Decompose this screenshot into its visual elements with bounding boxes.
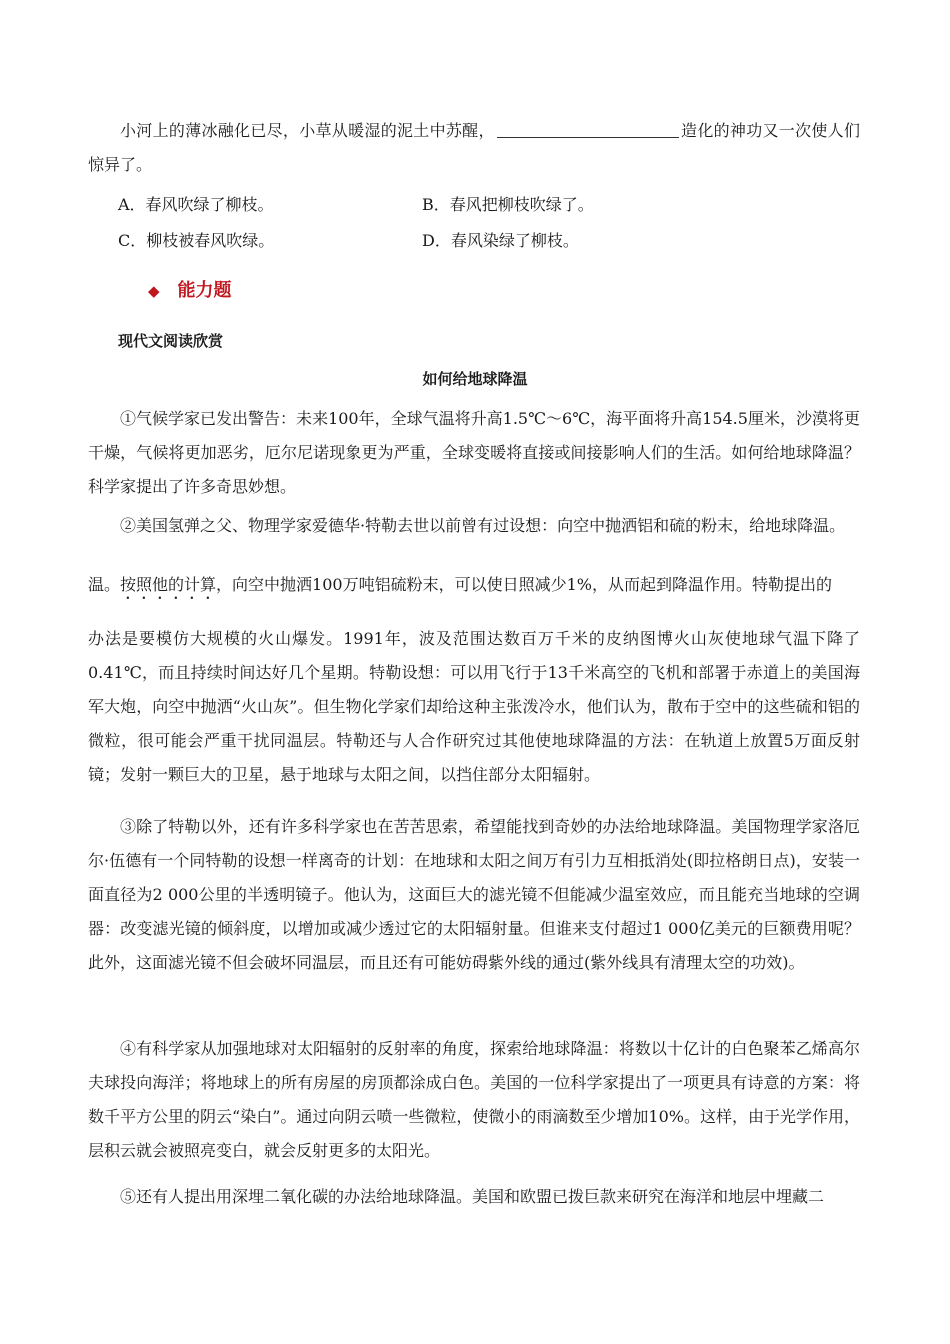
option-d[interactable]: D．春风染绿了柳枝。	[422, 231, 579, 250]
article-paragraph-2-lead: 温。	[88, 575, 121, 594]
article-paragraph-2-middle	[88, 568, 860, 603]
section-title: 能力题	[177, 280, 232, 301]
article-paragraph-4: ④有科学家从加强地球对太阳辐射的反射率的角度，探索给地球降温：将数以十亿计的白色聚苯乙烯高尔夫球投向海洋；将地球上的所有房屋的房顶都涂成白色。美国的一位科学家提出了一项更具有诗意的方案：将数千平方公里的阴云“染白”。通过向阴云喷一些微粒，使微小的雨滴数至少增加10%。这样，由于光学作用，层积云就会被照亮变白，就会反射更多的太阳光。	[88, 1039, 860, 1160]
diamond-icon: ◆	[148, 282, 160, 300]
article-paragraph-3: ③除了特勒以外，还有许多科学家也在苦苦思索，希望能找到奇妙的办法给地球降温。美国物理学家洛厄尔·伍德有一个同特勒的设想一样离奇的计划：在地球和太阳之间万有引力互相抵消处(即拉格朗日点)，安装一面直径为2 000公里的半透明镜子。他认为，这面巨大的滤光镜不但能减少温室效应，而且能充当地球的空调器：改变滤光镜的倾斜度，以增加或减少透过它的太阳辐射量。但谁来支付超过1 000亿美元的巨额费用呢？此外，这面滤光镜不但会破坏同温层，而且还有可能妨碍紫外线的通过(紫外线具有清理太空的功效)。	[88, 817, 860, 972]
option-c[interactable]: C．柳枝被春风吹绿。	[118, 231, 275, 250]
article-paragraph-2-start: ②美国氢弹之父、物理学家爱德华·特勒去世以前曾有过设想：向空中抛洒铝和硫的粉末，给地球降温。	[120, 516, 846, 535]
emphasized-phrase: 按照他的计算	[120, 575, 217, 594]
question-text-after: 造化的神功又一次使人们惊异了。	[88, 121, 860, 174]
fill-blank-question	[88, 114, 860, 182]
article-title: 如何给地球降温	[422, 370, 528, 388]
option-b[interactable]: B．春风把柳枝吹绿了。	[422, 195, 594, 214]
section-heading	[148, 278, 232, 304]
article-paragraph-1: ①气候学家已发出警告：未来100年，全球气温将升高1.5℃～6℃，海平面将升高154.5厘米，沙漠将更干燥，气候将更加恶劣，厄尔尼诺现象更为严重，全球变暖将直接或间接影响人们的生活。如何给地球降温？科学家提出了许多奇思妙想。	[88, 409, 860, 496]
question-text-before: 小河上的薄冰融化已尽，小草从暖湿的泥土中苏醒，	[120, 121, 495, 140]
article-paragraph-5: ⑤还有人提出用深埋二氧化碳的办法给地球降温。美国和欧盟已拨巨款来研究在海洋和地层中埋藏二	[120, 1187, 825, 1206]
option-a[interactable]: A．春风吹绿了柳枝。	[118, 195, 274, 214]
subheading: 现代文阅读欣赏	[118, 332, 224, 350]
article-paragraph-2-end: 办法是要模仿大规模的火山爆发。1991年，波及范围达数百万千米的皮纳图博火山灰使地球气温下降了0.41℃，而且持续时间达好几个星期。特勒设想：可以用飞行于13千米高空的飞机和部署于赤道上的美国海军大炮，向空中抛洒“火山灰”。但生物化学家们却给这种主张泼冷水，他们认为，散布于空中的这些硫和铝的微粒，很可能会严重干扰同温层。特勒还与人合作研究过其他使地球降温的方法：在轨道上放置5万面反射镜；发射一颗巨大的卫星，悬于地球与太阳之间，以挡住部分太阳辐射。	[88, 629, 860, 784]
article-paragraph-2-rest: ，向空中抛洒100万吨铝硫粉末，可以使日照减少1%，从而起到降温作用。特勒提出的	[216, 575, 832, 594]
answer-blank[interactable]	[497, 119, 679, 138]
